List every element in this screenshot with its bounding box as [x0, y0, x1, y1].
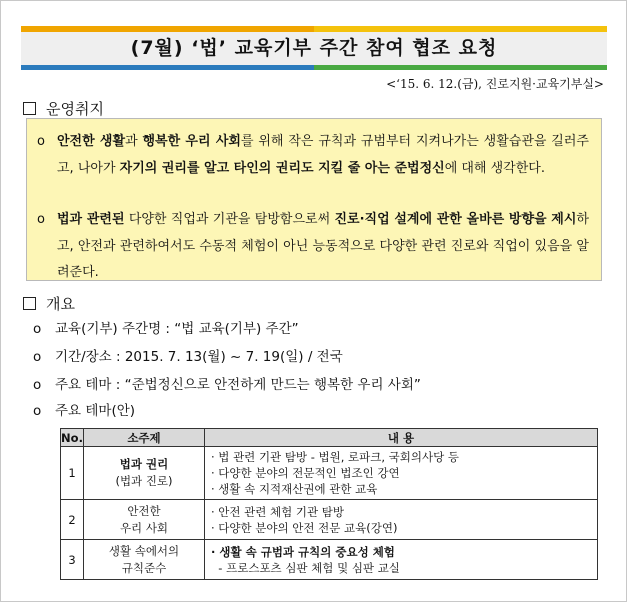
table-header-row: [61, 429, 598, 447]
theme-table: [60, 428, 598, 580]
overview-item-text: 주요 테마(안): [55, 403, 136, 419]
purpose-item-text: [37, 129, 589, 182]
body-text: 를 위해 작은 규칙과 규범부터 지켜나가는 생활습관을 길러주고, 나아가: [57, 134, 589, 176]
row-number: 2: [61, 500, 84, 540]
overview-item: [33, 347, 343, 367]
row-content-line: · 다양한 분야의 전문적인 법조인 강연: [211, 466, 400, 480]
section-purpose-heading: [23, 98, 104, 119]
row-number: 3: [61, 540, 84, 580]
row-content-line: · 다양한 분야의 안전 전문 교육(강연): [211, 520, 398, 535]
overview-item-text: 기간/장소 : 2015. 7. 13(월) ~ 7. 19(일) / 전국: [55, 349, 343, 365]
table-header-topic: 소주제: [84, 429, 205, 447]
purpose-item: [37, 129, 589, 182]
table-row: [61, 540, 598, 580]
row-content-line: · 안전 관련 체험 기관 탐방: [211, 504, 345, 519]
row-topic-line: 규칙준수: [121, 560, 167, 575]
row-topic: [84, 447, 205, 500]
row-content: [205, 500, 598, 540]
table-header-no: No.: [61, 430, 83, 445]
table-row: [61, 447, 598, 500]
checkbox-icon: [23, 297, 36, 310]
row-content: [205, 447, 598, 500]
purpose-item-text: [37, 207, 589, 287]
title-bottom-color-bar: [21, 65, 607, 70]
row-content-line: - 프로스포츠 심판 체험 및 심판 교실: [211, 560, 400, 575]
table-row: [61, 500, 598, 540]
body-text: 에 대해 생각한다.: [444, 160, 545, 176]
section-purpose-title: 운영취지: [46, 100, 104, 118]
overview-item: [33, 401, 135, 421]
body-text: 다양한 직업과 기관을 탐방함으로써: [124, 212, 335, 227]
table-header-content: 내 용: [205, 429, 598, 447]
purpose-highlight-box: [26, 118, 602, 281]
row-topic-line: 생활 속에서의: [108, 543, 180, 558]
bullet-o: o: [33, 403, 42, 419]
emphasis-text: 자기의 권리를 알고 타인의 권리도 지킬 줄 아는 준법정신: [119, 160, 445, 176]
overview-item: [33, 319, 299, 339]
row-topic-line: 안전한: [127, 503, 161, 518]
page-title: (7월) ‘법’ 교육기부 주간 참여 협조 요청: [21, 32, 607, 65]
row-content-line: · 법 관련 기관 탐방 - 법원, 로파크, 국회의사당 등: [211, 450, 459, 464]
body-text: 하고, 안전과 관련하여서도 수동적 체험이 아닌 능동적으로 다양한 관련 진로와 직업이 있음을 알려준다.: [57, 212, 589, 280]
row-content-line: · 생활 속 규범과 규칙의 중요성 체험: [211, 544, 395, 559]
emphasis-text: 안전한 생활: [57, 134, 126, 149]
row-topic: [84, 500, 205, 540]
bullet-o: o: [33, 349, 42, 365]
body-text: 과: [125, 134, 143, 149]
overview-item-text: 주요 테마 : “준법정신으로 안전하게 만드는 행복한 우리 사회”: [55, 377, 421, 393]
row-number: 1: [61, 447, 84, 500]
bullet-o: o: [37, 134, 45, 149]
row-topic-line: 우리 사회: [119, 520, 169, 535]
row-topic: [84, 540, 205, 580]
emphasis-text: 행복한 우리 사회: [142, 134, 241, 149]
row-topic-line: 법과 권리: [119, 457, 169, 471]
emphasis-text: 법과 관련된: [57, 212, 125, 227]
section-overview-title: 개요: [46, 295, 75, 313]
bullet-o: o: [33, 377, 42, 393]
section-overview-heading: [23, 293, 75, 314]
purpose-item: [37, 207, 589, 287]
checkbox-icon: [23, 102, 36, 115]
row-content: [205, 540, 598, 580]
overview-item: [33, 375, 421, 395]
bullet-o: o: [33, 321, 42, 337]
dateline: <‘15. 6. 12.(금), 진로지원·교육기부실>: [386, 77, 604, 91]
row-content-line: · 생활 속 지적재산권에 관한 교육: [211, 482, 378, 496]
bullet-o: o: [37, 212, 45, 227]
emphasis-text: 진로·직업 설계에 관한 올바른 방향을 제시: [334, 212, 577, 227]
row-topic-line: (법과 진로): [115, 474, 173, 488]
overview-item-text: 교육(기부) 주간명 : “법 교육(기부) 주간”: [55, 321, 299, 337]
